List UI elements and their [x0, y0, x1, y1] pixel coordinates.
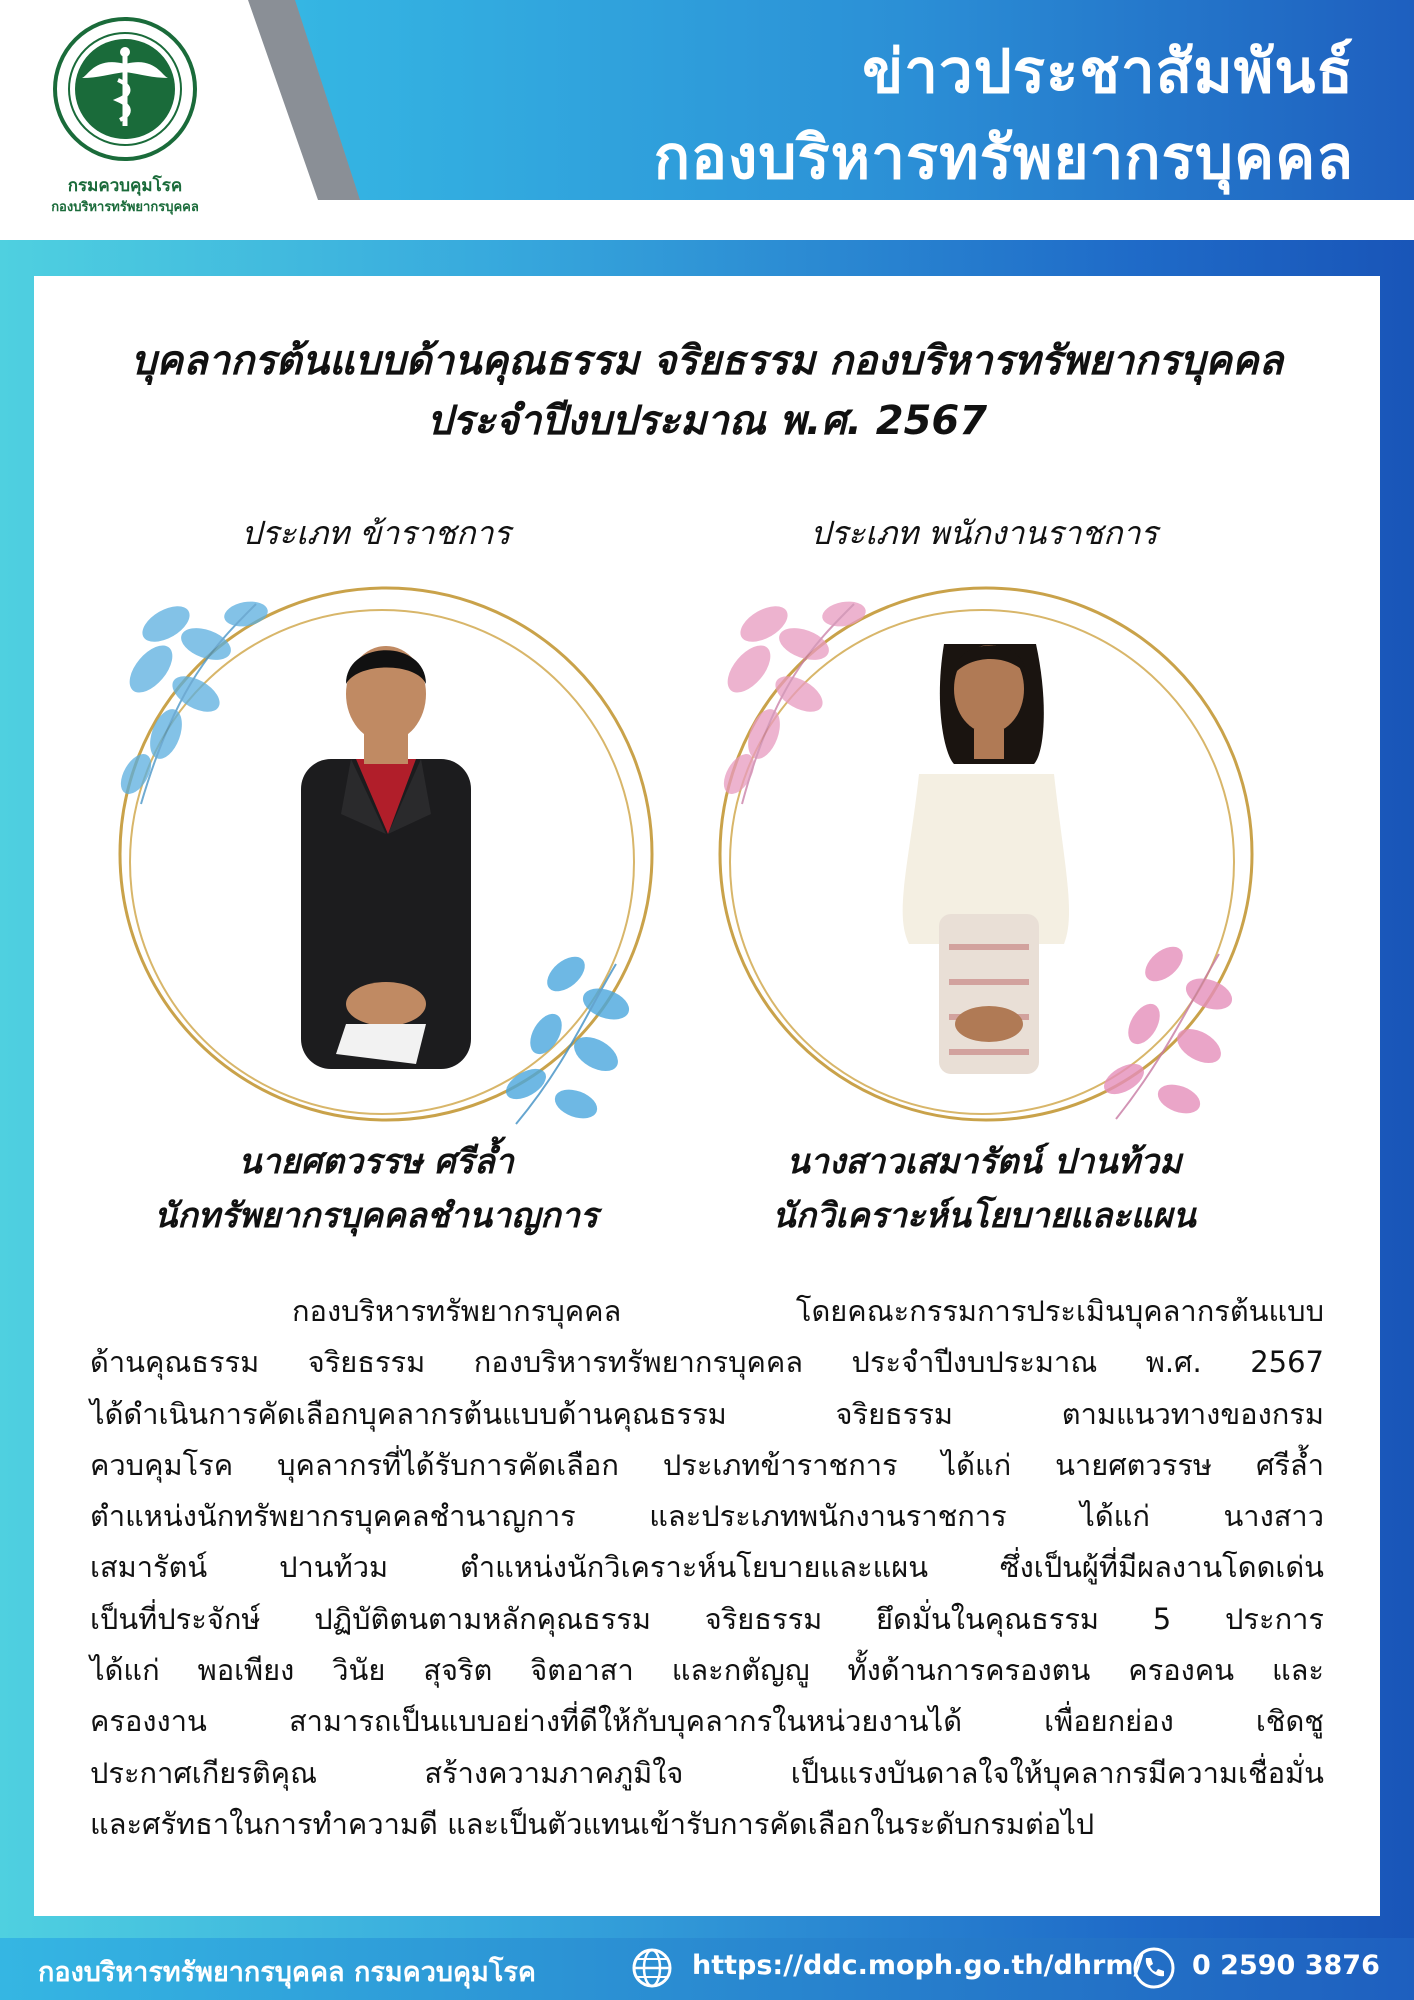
leaves-bottom-right-icon — [501, 950, 633, 1124]
person-left-name: นายศตวรรษ ศรีล้ำ — [238, 1142, 514, 1182]
body-line: ได้ดำเนินการคัดเลือกบุคลากรต้นแบบด้านคุณธรรม จริยธรรม ตามแนวทางของกรม — [90, 1396, 1324, 1431]
person-right-name: นางสาวเสมารัตน์ ปานท้วม — [786, 1142, 1182, 1182]
body-line: ควบคุมโรค บุคลากรที่ได้รับการคัดเลือก ประเภทข้าราชการ ได้แก่ นายศตวรรษ ศรีล้ำ — [90, 1447, 1324, 1482]
body-line: ด้านคุณธรรม จริยธรรม กองบริหารทรัพยากรบุคคล ประจำปีงบประมาณ พ.ศ. 2567 — [90, 1345, 1324, 1380]
announcement-card — [34, 276, 1380, 1916]
ministry-logo — [40, 14, 210, 224]
body-line: ได้แก่ พอเพียง วินัย สุจริต จิตอาสา และกตัญญู ทั้งด้านการครองตน ครองคน และ — [90, 1653, 1324, 1688]
portrait-right — [704, 584, 1264, 1144]
footer-url-link[interactable]: https://ddc.moph.go.th/dhrm/ — [692, 1950, 1144, 1981]
category-left: ประเภท ข้าราชการ — [241, 514, 511, 552]
globe-icon — [630, 1946, 674, 1990]
card-title-line2: ประจำปีงบประมาณ พ.ศ. 2567 — [426, 398, 988, 444]
footer-organization: กองบริหารทรัพยากรบุคคล กรมควบคุมโรค — [38, 1957, 536, 1988]
woman-figure — [903, 644, 1069, 1074]
body-line: ตำแหน่งนักทรัพยากรบุคคลชำนาญการ และประเภทพนักงานราชการ ได้แก่ นางสาว — [90, 1499, 1324, 1534]
body-line: เสมารัตน์ ปานท้วม ตำแหน่งนักวิเคราะห์นโยบายและแผน ซึ่งเป็นผู้ที่มีผลงานโดดเด่น — [90, 1550, 1324, 1585]
logo-dept-label: กรมควบคุมโรค — [67, 176, 183, 196]
body-line: ประกาศเกียรติคุณ สร้างความภาคภูมิใจ เป็นแรงบันดาลใจให้บุคลากรมีความเชื่อมั่น — [90, 1755, 1324, 1790]
footer — [0, 1938, 1414, 2000]
footer-phone[interactable]: 0 2590 3876 — [1192, 1950, 1380, 1981]
body-line: เป็นที่ประจักษ์ ปฏิบัติตนตามหลักคุณธรรม จริยธรรม ยึดมั่นในคุณธรรม 5 ประการ — [90, 1601, 1324, 1636]
leaves-bottom-right-icon — [1099, 940, 1236, 1119]
header-title-line1: ข่าวประชาสัมพันธ์ — [862, 37, 1354, 107]
person-right-position: นักวิเคราะห์นโยบายและแผน — [772, 1196, 1196, 1236]
ministry-seal-icon — [40, 14, 210, 164]
body-paragraph — [90, 1286, 1324, 1850]
man-figure — [301, 646, 471, 1069]
header — [0, 0, 1414, 240]
card-title-line1: บุคลากรต้นแบบด้านคุณธรรม จริยธรรม กองบริหารทรัพยากรบุคคล — [130, 338, 1284, 384]
logo-division-label: กองบริหารทรัพยากรบุคคล — [51, 200, 199, 215]
body-line: กองบริหารทรัพยากรบุคคล โดยคณะกรรมการประเมินบุคลากรต้นแบบ — [292, 1294, 1324, 1328]
body-line: และศรัทธาในการทำความดี และเป็นตัวแทนเข้ารับการคัดเลือกในระดับกรมต่อไป — [90, 1806, 1095, 1841]
portrait-left — [96, 584, 656, 1144]
body-line: ครองงาน สามารถเป็นแบบอย่างที่ดีให้กับบุคลากรในหน่วยงานได้ เพื่อยกย่อง เชิดชู — [90, 1704, 1324, 1739]
category-right: ประเภท พนักงานราชการ — [810, 514, 1158, 552]
header-title-line2: กองบริหารทรัพยากรบุคคล — [653, 123, 1354, 193]
phone-icon — [1132, 1946, 1176, 1990]
person-left-position: นักทรัพยากรบุคคลชำนาญการ — [153, 1196, 599, 1236]
